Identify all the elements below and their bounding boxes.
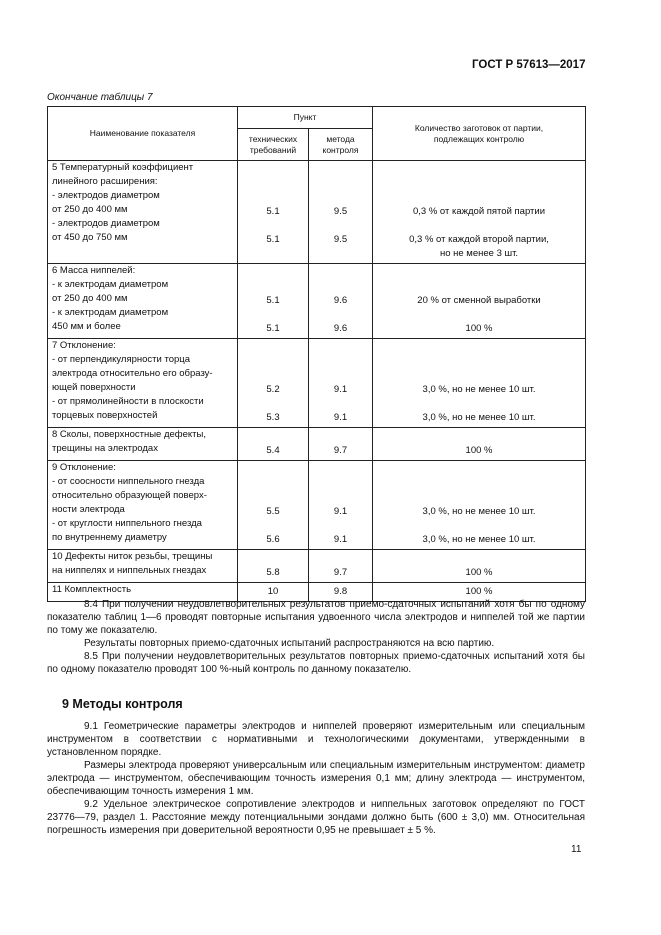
cell-line: 9.8 — [333, 586, 348, 597]
indicator-cell — [48, 161, 238, 264]
cell-line — [242, 341, 304, 355]
cell-line — [242, 397, 304, 411]
cell-line: 20 % от сменной выработки — [417, 295, 541, 306]
cell-line: 11 Комплектность — [52, 584, 132, 595]
cell-line: от 250 до 400 мм — [52, 293, 128, 304]
indicator-cell — [48, 550, 238, 583]
cell-line: относительно образующей поверх- — [52, 490, 207, 501]
cell-line — [242, 430, 304, 444]
cell-line: - от соосности ниппельного гнезда — [52, 476, 205, 487]
cell-line: - к электродам диаметром — [52, 307, 169, 318]
cell-line — [242, 369, 304, 383]
cell-line — [377, 519, 581, 533]
cell-line — [377, 355, 581, 369]
cell-line: 5.3 — [266, 412, 280, 423]
cell-line — [313, 355, 368, 369]
cell-line: ющей поверхности — [52, 382, 136, 393]
cell-line: 10 Дефекты ниток резьбы, трещины — [52, 551, 213, 562]
cell-line — [313, 397, 368, 411]
table-row — [48, 461, 586, 550]
cell-line: - электродов диаметром — [52, 218, 160, 229]
cell-line: 9.6 — [333, 323, 348, 334]
cell-line: 450 мм и более — [52, 321, 121, 332]
section-9-heading: 9 Методы контроля — [62, 697, 183, 711]
cell-line — [242, 191, 304, 205]
page-number: 11 — [571, 844, 582, 855]
paragraph-9-1: 9.1 Геометрические параметры электродов и ниппелей проверяют измерительным или специальным инструментом в соответствии с нормативными и технологическими документами, утвержденными в установленном порядке. — [47, 721, 585, 758]
cell-line: 9 Отклонение: — [52, 462, 116, 473]
cell-line — [377, 430, 581, 444]
cell-line — [313, 341, 368, 355]
sample-count-cell — [373, 428, 586, 461]
cell-line: 5.6 — [266, 534, 280, 545]
cell-line — [377, 191, 581, 205]
cell-line: по внутреннему диаметру — [52, 532, 167, 543]
cell-line — [313, 552, 368, 566]
cell-line: 3,0 %, но не менее 10 шт. — [422, 506, 536, 517]
cell-line: 5.8 — [266, 567, 280, 578]
cell-line: 3,0 %, но не менее 10 шт. — [422, 384, 536, 395]
cell-line: от 450 до 750 мм — [52, 232, 128, 243]
cell-line — [313, 463, 368, 477]
cell-line: 9.7 — [333, 567, 348, 578]
cell-line: 8 Сколы, поверхностные дефекты, — [52, 429, 206, 440]
cell-line — [313, 280, 368, 294]
cell-line: 6 Масса ниппелей: — [52, 265, 136, 276]
cell-line: 7 Отклонение: — [52, 340, 116, 351]
cell-line — [242, 477, 304, 491]
cell-line: 9.1 — [333, 506, 348, 517]
cell-line — [242, 280, 304, 294]
cell-line — [377, 491, 581, 505]
cell-line — [242, 355, 304, 369]
header-tech: технических требований — [238, 129, 309, 161]
cell-line — [242, 308, 304, 322]
cell-line — [313, 308, 368, 322]
tech-requirement-cell — [238, 264, 309, 339]
cell-line — [313, 369, 368, 383]
cell-line — [377, 477, 581, 491]
table-row — [48, 161, 586, 264]
tech-requirement-cell — [238, 428, 309, 461]
cell-line — [242, 519, 304, 533]
cell-line: - к электродам диаметром — [52, 279, 169, 290]
cell-line: - от прямолинейности в плоскости — [52, 396, 204, 407]
indicator-cell — [48, 461, 238, 550]
cell-line — [242, 266, 304, 280]
sample-count-cell — [373, 161, 586, 264]
cell-line: 100 % — [465, 323, 493, 334]
cell-line: 3,0 %, но не менее 10 шт. — [422, 534, 536, 545]
cell-line: 5.1 — [266, 206, 280, 217]
paragraph-8-4-results: Результаты повторных приемо-сдаточных испытаний распространяются на всю партию. — [84, 638, 495, 649]
sample-count-cell — [373, 339, 586, 428]
paragraph-9-2: 9.2 Удельное электрическое сопротивление электродов и ниппельных заготовок определяют по ГОСТ 23776—79, раздел 1. Расстояние между потенциальными зондами должно быть (600 ± 3,0) мм. Относительная погрешность измерения при доверительной вероятности 0,95 не превышает ± 5 %. — [47, 799, 585, 836]
cell-line: 100 % — [465, 445, 493, 456]
cell-line: 5.5 — [266, 506, 280, 517]
section-8-text — [47, 598, 585, 676]
cell-line: 100 % — [465, 586, 493, 597]
cell-line: 9.5 — [333, 234, 348, 245]
cell-line — [242, 463, 304, 477]
cell-line — [242, 552, 304, 566]
cell-line — [313, 191, 368, 205]
cell-line — [377, 397, 581, 411]
cell-line: торцевых поверхностей — [52, 410, 158, 421]
cell-line — [313, 519, 368, 533]
cell-line — [377, 308, 581, 322]
cell-line — [313, 177, 368, 191]
cell-line: 5.1 — [266, 323, 280, 334]
cell-line: 9.1 — [333, 384, 348, 395]
table-row — [48, 428, 586, 461]
cell-line — [313, 163, 368, 177]
table-row — [48, 264, 586, 339]
cell-line: 3,0 %, но не менее 10 шт. — [422, 412, 536, 423]
cell-line — [377, 341, 581, 355]
cell-line — [313, 219, 368, 233]
table-caption: Окончание таблицы 7 — [47, 92, 153, 103]
cell-line — [377, 177, 581, 191]
cell-line — [242, 491, 304, 505]
indicator-cell — [48, 428, 238, 461]
indicator-cell — [48, 264, 238, 339]
control-method-cell — [309, 550, 373, 583]
paragraph-8-4: 8.4 При получении неудовлетворительных результатов приемо-сдаточных испытаний хотя бы по одному показателю таблиц 1—6 проводят повторные испытания удвоенного числа электродов и ниппелей той же партии по тому же показателю. — [47, 599, 585, 636]
cell-line: 9.6 — [333, 295, 348, 306]
table-row — [48, 550, 586, 583]
tech-requirement-cell — [238, 461, 309, 550]
cell-line — [313, 266, 368, 280]
sample-count-cell — [373, 264, 586, 339]
header-punkt: Пункт — [238, 107, 373, 129]
cell-line — [377, 463, 581, 477]
cell-line: трещины на электродах — [52, 443, 158, 454]
cell-line — [313, 477, 368, 491]
cell-line: 5.1 — [266, 295, 280, 306]
header-name: Наименование показателя — [48, 107, 238, 161]
cell-line: 9.1 — [333, 534, 348, 545]
cell-line: - от перпендикулярности торца — [52, 354, 190, 365]
cell-line — [377, 219, 581, 233]
cell-line — [377, 369, 581, 383]
cell-line: от 250 до 400 мм — [52, 204, 128, 215]
control-method-cell — [309, 461, 373, 550]
cell-line — [377, 163, 581, 177]
control-method-cell — [309, 264, 373, 339]
header-count: Количество заготовок от партии, подлежащих контролю — [373, 107, 586, 161]
cell-line: но не менее 3 шт. — [439, 248, 519, 259]
cell-line — [377, 280, 581, 294]
cell-line — [313, 430, 368, 444]
control-method-cell — [309, 339, 373, 428]
cell-line — [377, 266, 581, 280]
section-9-text — [47, 720, 585, 837]
table-7 — [47, 106, 586, 602]
tech-requirement-cell — [238, 550, 309, 583]
indicator-cell — [48, 339, 238, 428]
cell-line: 5.1 — [266, 234, 280, 245]
cell-line — [242, 163, 304, 177]
cell-line: - от круглости ниппельного гнезда — [52, 518, 202, 529]
cell-line: 0,3 % от каждой второй партии, — [409, 234, 549, 245]
paragraph-8-5: 8.5 При получении неудовлетворительных результатов повторных приемо-сдаточных испытаний хотя бы по одному показателю проводят 100 %-ный контроль по данному показателю. — [47, 651, 585, 675]
cell-line: 0,3 % от каждой пятой партии — [413, 206, 546, 217]
cell-line — [377, 552, 581, 566]
sample-count-cell — [373, 461, 586, 550]
cell-line: на ниппелях и ниппельных гнездах — [52, 565, 207, 576]
cell-line: ности электрода — [52, 504, 125, 515]
cell-line: 9.1 — [333, 412, 348, 423]
cell-line: 100 % — [465, 567, 493, 578]
cell-line: - электродов диаметром — [52, 190, 160, 201]
cell-line: 9.7 — [333, 445, 348, 456]
tech-requirement-cell — [238, 339, 309, 428]
tech-requirement-cell — [238, 161, 309, 264]
header-method: метода контроля — [309, 129, 373, 161]
document-id: ГОСТ Р 57613—2017 — [472, 59, 586, 71]
cell-line: 10 — [267, 586, 279, 597]
cell-line: электрода относительно его образу- — [52, 368, 213, 379]
cell-line: 5 Температурный коэффициент — [52, 162, 194, 173]
control-method-cell — [309, 428, 373, 461]
cell-line — [242, 219, 304, 233]
cell-line — [242, 177, 304, 191]
table-row — [48, 339, 586, 428]
cell-line: линейного расширения: — [52, 176, 158, 187]
cell-line: 9.5 — [333, 206, 348, 217]
cell-line — [313, 491, 368, 505]
sample-count-cell — [373, 550, 586, 583]
control-method-cell — [309, 161, 373, 264]
paragraph-9-1-sizes: Размеры электрода проверяют универсальным или специальным измерительным инструментом: диаметр электрода — инструментом, обеспечивающим точность измерения 0,1 мм; длину электрода — инструментом, обеспечивающим точность измерения 1 мм. — [47, 760, 585, 797]
cell-line: 5.4 — [266, 445, 280, 456]
cell-line: 5.2 — [266, 384, 280, 395]
